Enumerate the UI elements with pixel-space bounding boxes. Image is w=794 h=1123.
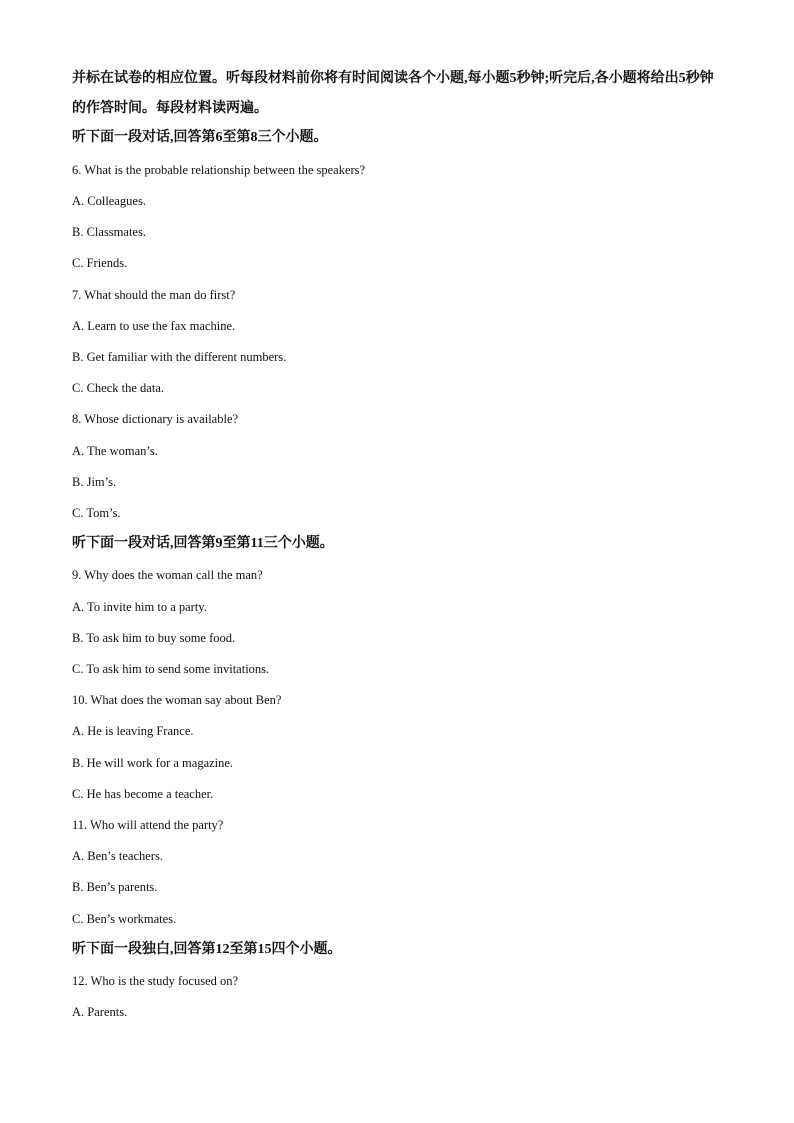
answer-option: B. Ben’s parents. <box>72 880 158 894</box>
answer-option: A. To invite him to a party. <box>72 600 207 614</box>
question-stem: 10. What does the woman say about Ben? <box>72 693 282 707</box>
answer-option: A. Ben’s teachers. <box>72 849 163 863</box>
section-heading: 听下面一段对话,回答第6至第8三个小题。 <box>72 130 328 145</box>
section-heading: 听下面一段独白,回答第12至第15四个小题。 <box>72 942 342 957</box>
answer-option: B. Classmates. <box>72 225 146 239</box>
answer-option: A. Colleagues. <box>72 194 146 208</box>
answer-option: C. He has become a teacher. <box>72 787 214 801</box>
answer-option: C. Tom’s. <box>72 506 121 520</box>
question-stem: 6. What is the probable relationship between the speakers? <box>72 163 366 177</box>
answer-option: C. Ben’s workmates. <box>72 912 177 926</box>
answer-option: A. The woman’s. <box>72 444 158 458</box>
answer-option: A. Learn to use the fax machine. <box>72 319 236 333</box>
answer-option: C. Check the data. <box>72 381 164 395</box>
question-stem: 11. Who will attend the party? <box>72 818 224 832</box>
answer-option: B. Jim’s. <box>72 475 117 489</box>
question-stem: 9. Why does the woman call the man? <box>72 568 263 582</box>
answer-option: B. To ask him to buy some food. <box>72 631 236 645</box>
section-heading: 听下面一段对话,回答第9至第11三个小题。 <box>72 536 334 551</box>
question-stem: 8. Whose dictionary is available? <box>72 412 239 426</box>
answer-option: C. Friends. <box>72 256 128 270</box>
answer-option: A. Parents. <box>72 1005 128 1019</box>
question-stem: 7. What should the man do first? <box>72 288 236 302</box>
answer-option: C. To ask him to send some invitations. <box>72 662 270 676</box>
instructions-paragraph: 并标在试卷的相应位置。听每段材料前你将有时间阅读各个小题,每小题5秒钟;听完后,各小题将给出5秒钟的作答时间。每段材料读两遍。 <box>72 71 714 116</box>
answer-option: B. He will work for a magazine. <box>72 756 234 770</box>
answer-option: A. He is leaving France. <box>72 724 194 738</box>
answer-option: B. Get familiar with the different numbers. <box>72 350 287 364</box>
question-stem: 12. Who is the study focused on? <box>72 974 239 988</box>
